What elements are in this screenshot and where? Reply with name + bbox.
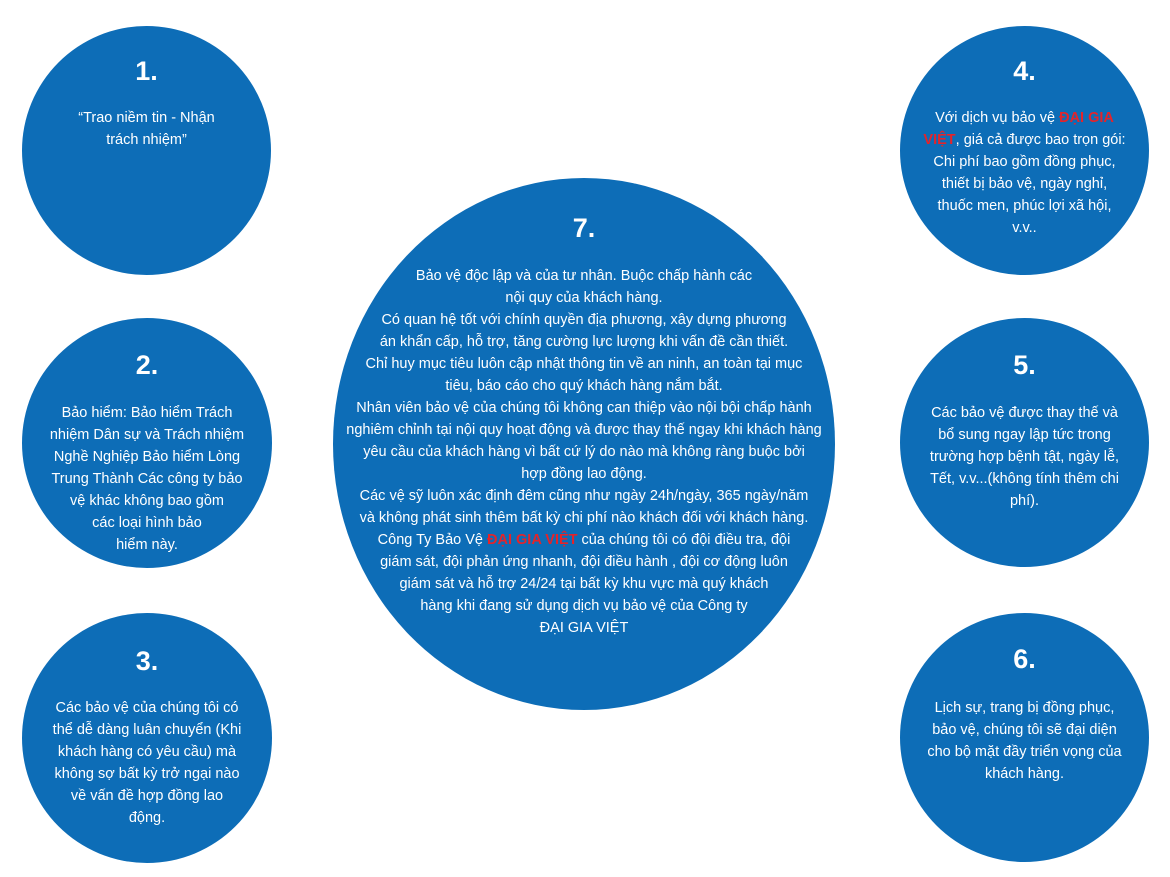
circle-5-line: phí).	[1009, 493, 1039, 509]
circle-7-line: ĐẠI GIA VIỆT	[539, 620, 629, 636]
circle-6-number: 6.	[1013, 644, 1036, 674]
circle-7-line: hàng khi đang sử dụng dịch vụ bảo vệ của Công ty	[420, 598, 748, 614]
circle-5-number: 5.	[1013, 350, 1036, 380]
circle-7-line: Các vệ sỹ luôn xác định đêm cũng như ngày 24h/ngày, 365 ngày/năm	[359, 488, 809, 504]
circle-5-line: Các bảo vệ được thay thế và	[931, 405, 1118, 421]
circle-7-number: 7.	[572, 213, 596, 243]
circle-3-line: động.	[128, 810, 166, 826]
circle-3-text	[28, 697, 266, 829]
circle-6-text	[906, 697, 1143, 785]
circle-2-line: các loại hình bảo	[92, 515, 202, 531]
circle-4-number: 4.	[1013, 56, 1036, 86]
circle-1-text	[32, 107, 261, 151]
circle-1-line: trách nhiệm”	[106, 132, 187, 148]
circle-7	[333, 178, 835, 710]
circle-7-line: nghiêm chỉnh tại nội quy hoạt động và được thay thế ngay khi khách hàng	[346, 422, 822, 438]
circle-7-line: giám sát, đội phản ứng nhanh, đội điều hành , đội cơ động luôn	[380, 554, 788, 570]
circle-2-line: Nghề Nghiệp Bảo hiểm Lòng	[53, 449, 241, 465]
circle-3-number: 3.	[135, 646, 159, 676]
circle-7-line: yêu cầu của khách hàng vì bất cứ lý do nào mà không ràng buộc bởi	[363, 444, 805, 460]
circle-7-text	[333, 265, 835, 639]
circle-7-line: Bảo vệ độc lập và của tư nhân. Buộc chấp hành các	[415, 268, 753, 284]
circle-4-text	[906, 107, 1143, 239]
circle-5	[900, 318, 1149, 567]
circle-2	[22, 318, 272, 568]
circle-7-line: Nhân viên bảo vệ của chúng tôi không can thiệp vào nội bội chấp hành	[356, 400, 812, 416]
circle-2-number: 2.	[135, 350, 159, 380]
circle-3-line: Các bảo vệ của chúng tôi có	[55, 700, 239, 716]
circle-4	[900, 26, 1149, 275]
circle-4-line1-text: Với dịch vụ bảo vệ	[935, 110, 1060, 126]
circle-5-line: trường hợp bệnh tật, ngày lễ,	[929, 449, 1120, 465]
circle-6	[900, 613, 1149, 862]
circle-6-line: bảo vệ, chúng tôi sẽ đại diện	[932, 722, 1117, 738]
circle-7-line: hợp đồng lao động.	[521, 466, 647, 482]
circle-4-line: thuốc men, phúc lợi xã hội,	[937, 198, 1112, 214]
circle-1	[22, 26, 271, 275]
circle-4-line	[906, 107, 1143, 129]
circle-5-line: bổ sung ngay lập tức trong	[938, 427, 1111, 443]
circle-7-line: nội quy của khách hàng.	[505, 290, 663, 306]
circle-4-line	[906, 129, 1143, 151]
circle-7-line	[333, 529, 835, 551]
circle-2-text	[28, 402, 266, 556]
circle-4-line: thiết bị bảo vệ, ngày nghỉ,	[941, 176, 1108, 192]
circle-2-line: nhiệm Dân sự và Trách nhiệm	[49, 427, 245, 443]
circle-3-line: khách hàng có yêu cầu) mà	[57, 744, 237, 760]
circle-7-line: tiêu, báo cáo cho quý khách hàng nắm bắt.	[445, 378, 723, 394]
circle-7-line: Có quan hệ tốt với chính quyền địa phương, xây dựng phương	[381, 312, 787, 328]
circle-6-line: khách hàng.	[984, 766, 1064, 782]
company-suffix: của chúng tôi có đội điều tra, đội	[577, 532, 791, 548]
brand-highlight: VIỆT	[923, 132, 956, 148]
circle-2-line: Bảo hiểm: Bảo hiểm Trách	[61, 405, 233, 421]
circle-2-line: hiểm này.	[116, 537, 178, 553]
brand-highlight: ĐẠI GIA VIỆT	[487, 532, 578, 548]
circle-6-line: cho bộ mặt đầy triển vọng của	[927, 744, 1122, 760]
circle-4-line: v.v..	[1012, 220, 1037, 236]
circle-3-line: về vấn đề hợp đồng lao	[70, 788, 224, 804]
circle-4-line: Chi phí bao gồm đồng phục,	[933, 154, 1116, 170]
circle-3-line: thể dễ dàng luân chuyển (Khi	[52, 722, 242, 738]
company-prefix: Công Ty Bảo Vệ	[377, 532, 488, 548]
circle-1-line: “Trao niềm tin - Nhận	[78, 110, 215, 126]
circle-3	[22, 613, 272, 863]
circle-7-line: Chỉ huy mục tiêu luôn cập nhật thông tin về an ninh, an toàn tại mục	[365, 356, 803, 372]
circle-2-line: vệ khác không bao gồm	[70, 493, 224, 509]
circle-6-line: Lịch sự, trang bị đồng phục,	[934, 700, 1115, 716]
circle-1-number: 1.	[135, 56, 158, 86]
circle-7-line: và không phát sinh thêm bất kỳ chi phí nào khách đối với khách hàng.	[359, 510, 809, 526]
circle-4-line2-text: , giá cả được bao trọn gói:	[955, 132, 1126, 148]
circle-2-line: Trung Thành Các công ty bảo	[51, 471, 243, 487]
circle-5-line: Tết, v.v...(không tính thêm chi	[930, 471, 1119, 487]
brand-highlight: ĐẠI GIA	[1059, 110, 1114, 126]
circle-3-line: không sợ bất kỳ trở ngại nào	[54, 766, 240, 782]
circle-7-line: giám sát và hỗ trợ 24/24 tại bất kỳ khu vực mà quý khách	[399, 576, 769, 592]
circle-7-line: án khẩn cấp, hỗ trợ, tăng cường lực lượng khi vấn đề cần thiết.	[379, 334, 789, 350]
circle-5-text	[906, 402, 1143, 512]
